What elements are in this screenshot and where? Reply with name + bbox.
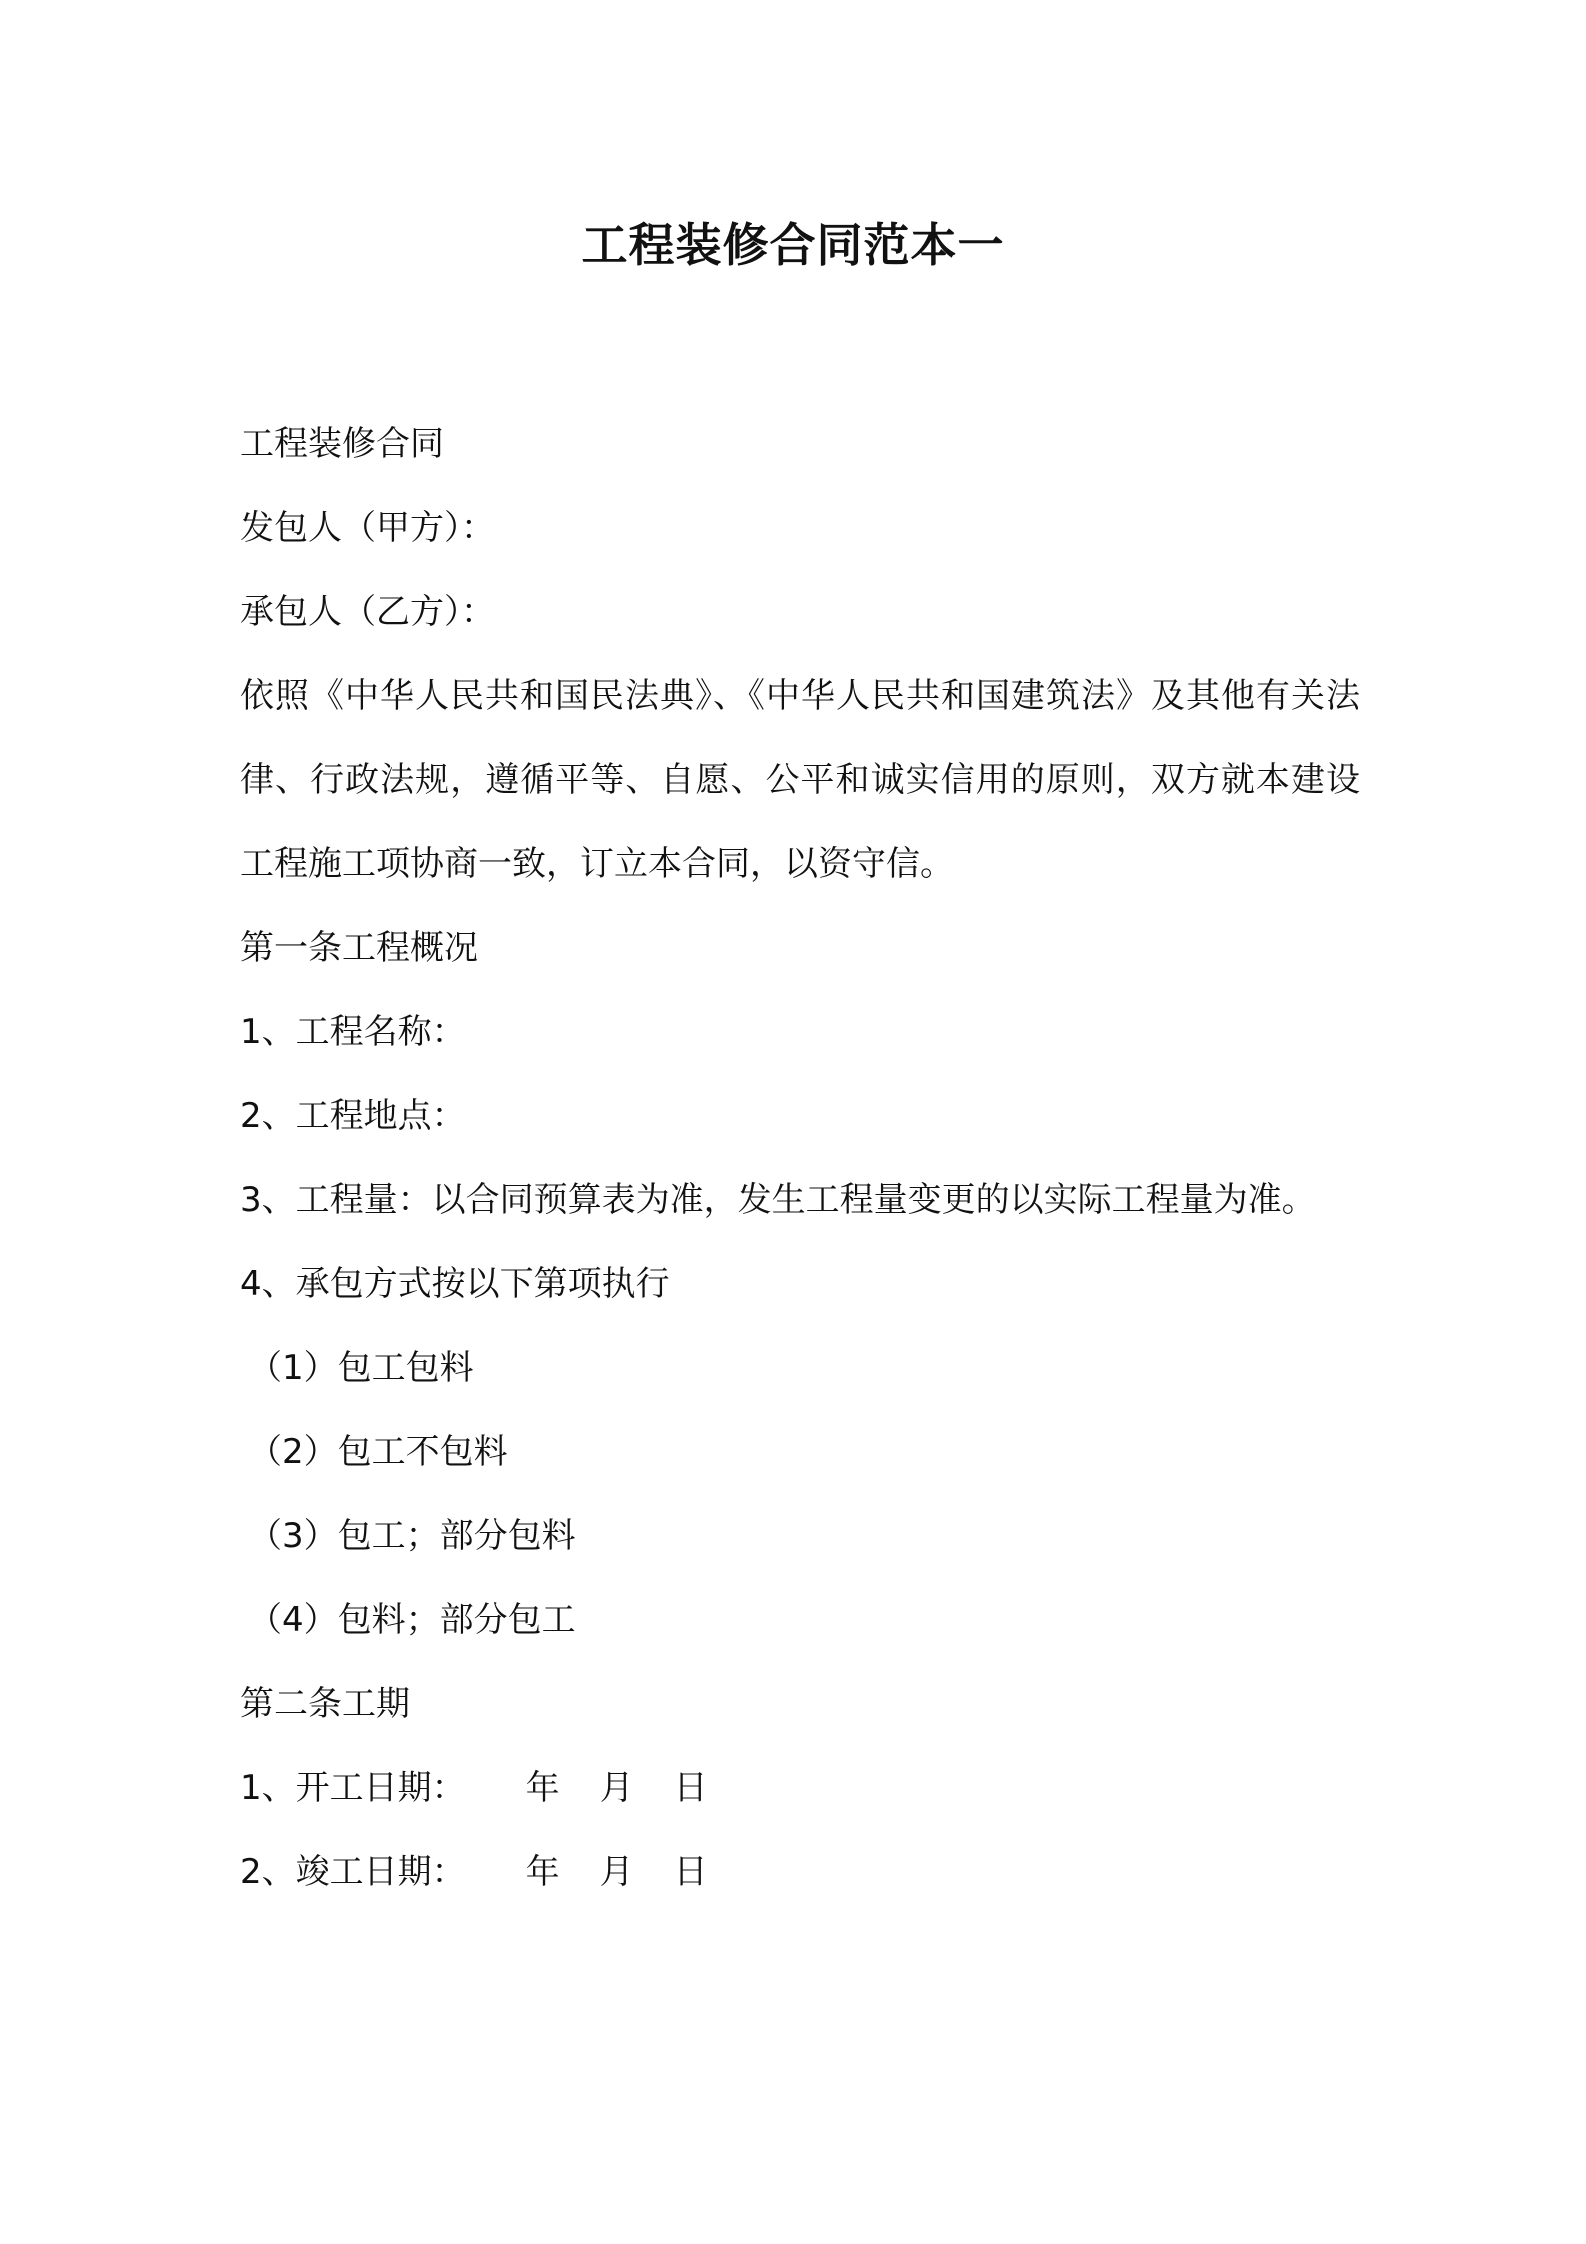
article-2-heading: 第二条工期 (240, 1684, 410, 1724)
option-2-line: （2）包工不包料 (248, 1432, 508, 1472)
contract-heading: 工程装修合同 (240, 424, 444, 464)
end-date-month: 月 (599, 1852, 634, 1892)
end-date-line (240, 1830, 1360, 1914)
start-date-label: 1、开工日期： (240, 1768, 466, 1808)
option-3-line: （3）包工；部分包料 (248, 1516, 576, 1556)
end-date-year: 年 (525, 1852, 560, 1892)
contract-method-line: 4、承包方式按以下第项执行 (240, 1264, 670, 1304)
preamble-paragraph: 依照《中华人民共和国民法典》、《中华人民共和国建筑法》及其他有关法律、行政法规，遵循平等、自愿、公平和诚实信用的原则，双方就本建设工程施工项协商一致，订立本合同，以资守信。 (240, 676, 1360, 884)
party-b-line: 承包人（乙方）： (240, 592, 495, 632)
article-1-heading: 第一条工程概况 (240, 928, 478, 968)
project-location-line: 2、工程地点： (240, 1096, 466, 1136)
start-date-day: 日 (673, 1768, 708, 1808)
start-date-line (240, 1746, 1360, 1830)
start-date-year: 年 (525, 1768, 560, 1808)
start-date-month: 月 (599, 1768, 634, 1808)
option-4-line: （4）包料；部分包工 (248, 1600, 576, 1640)
document-title: 工程装修合同范本一 (581, 218, 1005, 272)
project-quantity-paragraph: 3、工程量：以合同预算表为准，发生工程量变更的以实际工程量为准。 (240, 1180, 1316, 1220)
document-body (240, 402, 1360, 1914)
project-name-line: 1、工程名称： (240, 1012, 466, 1052)
end-date-day: 日 (673, 1852, 708, 1892)
end-date-label: 2、竣工日期： (240, 1852, 466, 1892)
option-1-line: （1）包工包料 (248, 1348, 474, 1388)
party-a-line: 发包人（甲方）： (240, 508, 495, 548)
